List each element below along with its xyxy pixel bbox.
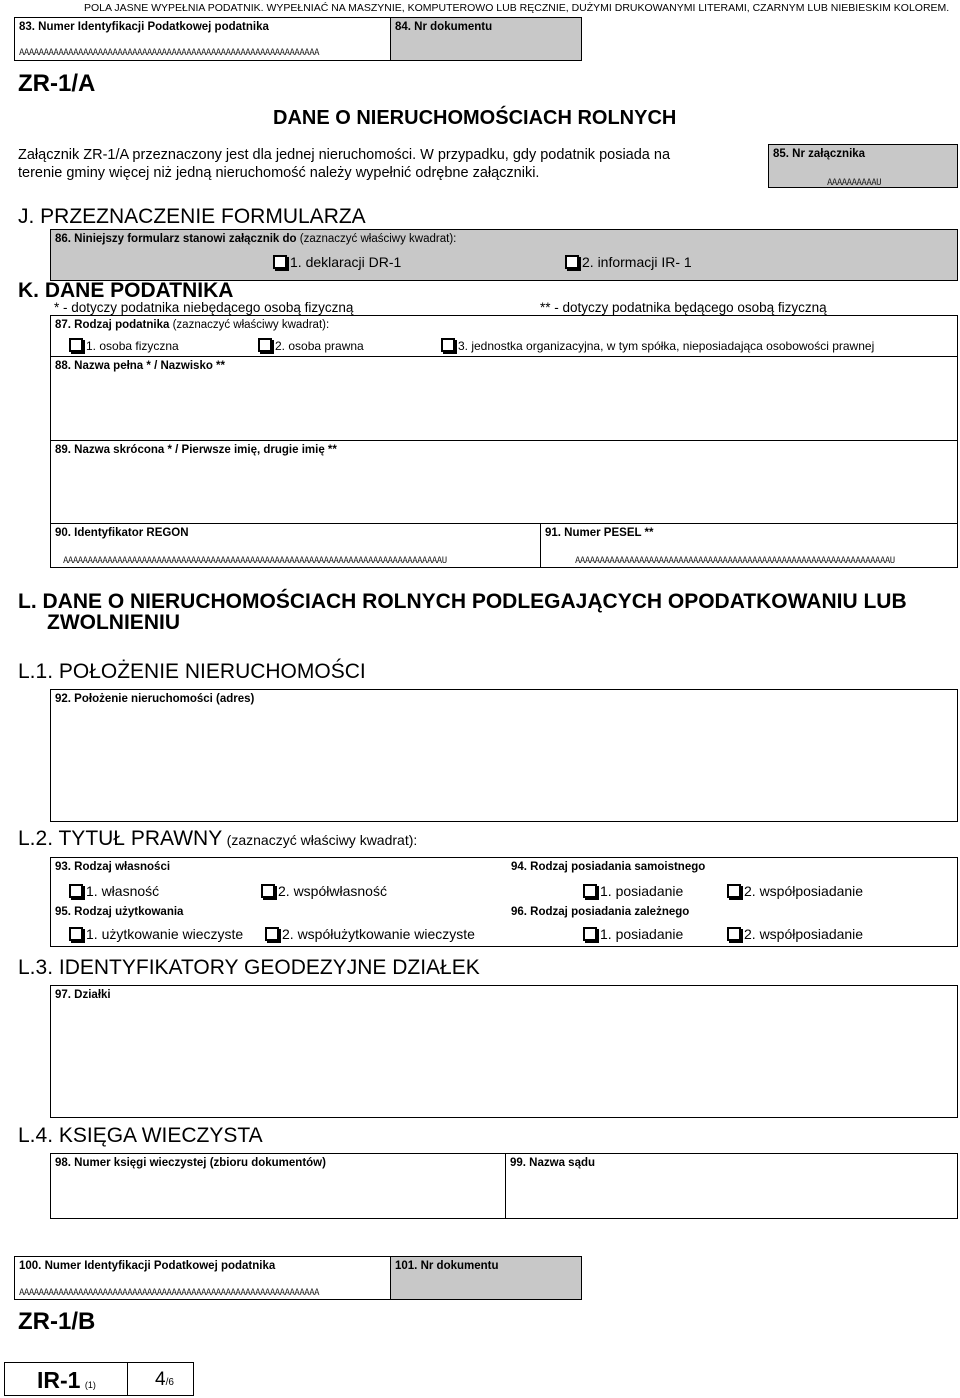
section-l4-title: L.4. KSIĘGA WIECZYSTA <box>18 1124 263 1147</box>
footer-doc-number-field <box>390 1256 582 1300</box>
land-register-field[interactable] <box>50 1153 506 1219</box>
checkbox-icon[interactable] <box>565 255 579 269</box>
footer-form-code: ZR-1/B <box>18 1308 96 1335</box>
type-legal-person-label: 2. osoba prawna <box>275 339 364 353</box>
attachment-number-comb: ÀÀÀÀÀÀÀÀÀÀÜ <box>827 178 882 188</box>
legal-title-block <box>50 857 958 947</box>
type-org-unit-label: 3. jednostka organizacyjna, w tym spółka, nieposiadająca osobowości prawnej <box>458 339 875 353</box>
section-l1-title: L.1. POŁOŻENIE NIERUCHOMOŚCI <box>18 660 366 683</box>
pesel-field[interactable] <box>540 523 958 568</box>
ownership-opt-2-label: 2. współwłasność <box>278 883 387 899</box>
usage-opt-1-label: 1. użytkowanie wieczyste <box>86 926 244 942</box>
option-ir1[interactable] <box>565 254 692 270</box>
checkbox-icon[interactable] <box>727 927 741 941</box>
taxpayer-type-label-text: 87. Rodzaj podatnika <box>55 319 170 331</box>
checkbox-icon[interactable] <box>265 927 279 941</box>
independent-opt-1-label: 1. posiadanie <box>600 883 684 899</box>
nip-label: 83. Numer Identyfikacji Podatkowej podatnika <box>19 21 269 33</box>
dependent-opt-1-label: 1. posiadanie <box>600 926 684 942</box>
page-num: 4 <box>155 1369 166 1390</box>
header-nip-field[interactable] <box>14 17 390 61</box>
type-org-unit[interactable] <box>441 338 874 353</box>
full-name-label: 88. Nazwa pełna * / Nazwisko ** <box>55 360 226 372</box>
checkbox-icon[interactable] <box>727 884 741 898</box>
usage-opt-2-label: 2. współużytkowanie wieczyste <box>282 926 475 942</box>
form-id-text: IR-1 <box>37 1367 81 1393</box>
section-l-title-1: L. DANE O NIERUCHOMOŚCIACH ROLNYCH PODLEGAJĄCYCH OPODATKOWANIU LUB <box>18 590 907 613</box>
footer-nip-comb: ÀÀÀÀÀÀÀÀÀÀÀÀÀÀÀÀÀÀÀÀÀÀÀÀÀÀÀÀÀÀÀÀÀÀÀÀÀÀÀÀÀÀÀÀÀÀÀÀÀÀÀÀÀÀÀÀÀÀÀÀÀ <box>19 1288 320 1298</box>
attachment-number-field <box>768 144 958 188</box>
checkbox-icon[interactable] <box>258 338 272 352</box>
ownership-opt-1-label: 1. własność <box>86 883 160 899</box>
section-l2-note: (zaznaczyć właściwy kwadrat): <box>226 832 418 848</box>
short-name-field[interactable] <box>50 440 958 524</box>
dependent-opt-1[interactable] <box>583 926 683 942</box>
full-name-field[interactable] <box>50 356 958 441</box>
pesel-comb: ÀÀÀÀÀÀÀÀÀÀÀÀÀÀÀÀÀÀÀÀÀÀÀÀÀÀÀÀÀÀÀÀÀÀÀÀÀÀÀÀÀÀÀÀÀÀÀÀÀÀÀÀÀÀÀÀÀÀÀÀÀÀÀÀÜ <box>575 556 895 566</box>
usage-label: 95. Rodzaj użytkowania <box>55 906 184 918</box>
page-footer-box <box>4 1362 194 1396</box>
intro-line-1: Załącznik ZR-1/A przeznaczony jest dla jednej nieruchomości. W przypadku, gdy podatnik posiada na <box>18 147 671 163</box>
taxpayer-type-field <box>50 315 958 357</box>
page-number <box>155 1369 174 1391</box>
location-field[interactable] <box>50 689 958 822</box>
section-l2-title <box>18 827 417 851</box>
nip-comb: ÀÀÀÀÀÀÀÀÀÀÀÀÀÀÀÀÀÀÀÀÀÀÀÀÀÀÀÀÀÀÀÀÀÀÀÀÀÀÀÀÀÀÀÀÀÀÀÀÀÀÀÀÀÀÀÀÀÀÀÀÀ <box>19 48 320 58</box>
form-variant: (1) <box>84 1380 96 1390</box>
checkbox-icon[interactable] <box>69 927 83 941</box>
checkbox-icon[interactable] <box>69 884 83 898</box>
section-j-title: J. PRZEZNACZENIE FORMULARZA <box>18 205 366 228</box>
option-dr1-label: 1. deklaracji DR-1 <box>290 254 402 270</box>
page-title: DANE O NIERUCHOMOŚCIACH ROLNYCH <box>273 107 677 129</box>
form-id <box>37 1367 96 1394</box>
intro-line-2: terenie gminy więcej niż jedną nieruchomość należy wypełnić odrębne załączniki. <box>18 165 540 181</box>
independent-label: 94. Rodzaj posiadania samoistnego <box>511 861 706 873</box>
regon-field[interactable] <box>50 523 541 568</box>
dependent-opt-2[interactable] <box>727 926 863 942</box>
ownership-label: 93. Rodzaj własności <box>55 861 171 873</box>
section-l2-title-text: L.2. TYTUŁ PRAWNY <box>18 827 223 850</box>
regon-comb: ÀÀÀÀÀÀÀÀÀÀÀÀÀÀÀÀÀÀÀÀÀÀÀÀÀÀÀÀÀÀÀÀÀÀÀÀÀÀÀÀÀÀÀÀÀÀÀÀÀÀÀÀÀÀÀÀÀÀÀÀÀÀÀÀÀÀÀÀÀÀÀÀÀÀÀÀÀÜ <box>63 556 447 566</box>
purpose-label-note: (zaznaczyć właściwy kwadrat): <box>299 233 457 245</box>
type-natural-person-label: 1. osoba fizyczna <box>86 339 179 353</box>
taxpayer-type-label-note: (zaznaczyć właściwy kwadrat): <box>172 319 330 331</box>
independent-opt-2[interactable] <box>727 883 863 899</box>
top-note: POLA JASNE WYPEŁNIA PODATNIK. WYPEŁNIAĆ NA MASZYNIE, KOMPUTEROWO LUB RĘCZNIE, DUŻYMI DRUKOWANYMI LITERAMI, CZARNYM LUB NIEBIESKIM KOLOREM. <box>84 2 950 14</box>
form-code: ZR-1/A <box>18 70 96 97</box>
land-register-label: 98. Numer księgi wieczystej (zbioru dokumentów) <box>55 1157 326 1169</box>
section-l3-title: L.3. IDENTYFIKATORY GEODEZYJNE DZIAŁEK <box>18 956 480 979</box>
page-total: /6 <box>165 1377 174 1388</box>
purpose-label-text: 86. Niniejszy formularz stanowi załącznik do <box>55 233 297 245</box>
type-natural-person[interactable] <box>69 338 179 353</box>
page-divider <box>127 1363 128 1395</box>
plots-label: 97. Działki <box>55 989 111 1001</box>
checkbox-icon[interactable] <box>69 338 83 352</box>
checkbox-icon[interactable] <box>583 927 597 941</box>
ownership-opt-2[interactable] <box>261 883 387 899</box>
usage-opt-2[interactable] <box>265 926 475 942</box>
plots-field[interactable] <box>50 985 958 1118</box>
checkbox-icon[interactable] <box>273 255 287 269</box>
header-doc-number-field <box>390 17 582 61</box>
option-ir1-label: 2. informacji IR- 1 <box>582 254 692 270</box>
note-double-star: ** - dotyczy podatnika będącego osobą fizyczną <box>540 300 827 315</box>
court-field[interactable] <box>505 1153 958 1219</box>
section-k-title: K. DANE PODATNIKA <box>18 279 234 302</box>
note-single-star: * - dotyczy podatnika niebędącego osobą fizyczną <box>54 300 354 315</box>
court-label: 99. Nazwa sądu <box>510 1157 596 1169</box>
footer-doc-number-label: 101. Nr dokumentu <box>395 1260 499 1272</box>
short-name-label: 89. Nazwa skrócona * / Pierwsze imię, drugie imię ** <box>55 444 337 456</box>
ownership-opt-1[interactable] <box>69 883 159 899</box>
checkbox-icon[interactable] <box>261 884 275 898</box>
independent-opt-1[interactable] <box>583 883 683 899</box>
independent-opt-2-label: 2. współposiadanie <box>744 883 864 899</box>
usage-opt-1[interactable] <box>69 926 243 942</box>
footer-nip-field[interactable] <box>14 1256 390 1300</box>
taxpayer-type-label <box>55 319 329 331</box>
type-legal-person[interactable] <box>258 338 364 353</box>
doc-number-label: 84. Nr dokumentu <box>395 21 493 33</box>
purpose-label <box>55 233 456 245</box>
pesel-label: 91. Numer PESEL ** <box>545 527 654 539</box>
dependent-opt-2-label: 2. współposiadanie <box>744 926 864 942</box>
checkbox-icon[interactable] <box>441 338 455 352</box>
section-l-title-2: ZWOLNIENIU <box>47 611 180 634</box>
section-j-field <box>50 229 958 281</box>
option-dr1[interactable] <box>273 254 401 270</box>
regon-label: 90. Identyfikator REGON <box>55 527 189 539</box>
attachment-number-label: 85. Nr załącznika <box>773 148 866 160</box>
location-label: 92. Położenie nieruchomości (adres) <box>55 693 255 705</box>
dependent-label: 96. Rodzaj posiadania zależnego <box>511 906 690 918</box>
footer-nip-label: 100. Numer Identyfikacji Podatkowej podatnika <box>19 1260 276 1272</box>
checkbox-icon[interactable] <box>583 884 597 898</box>
